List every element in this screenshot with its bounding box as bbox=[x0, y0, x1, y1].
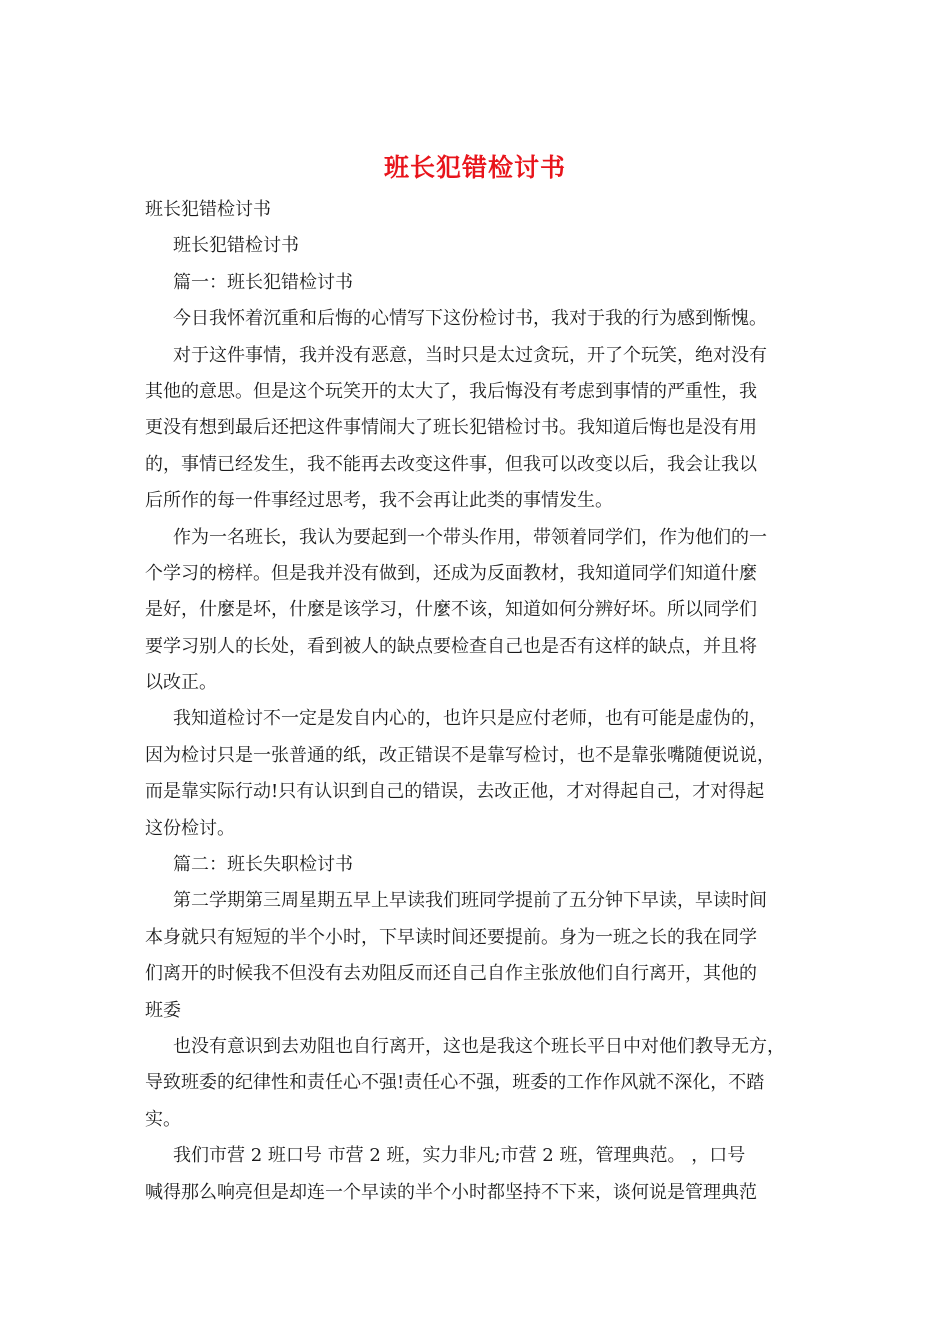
text-line: 后所作的每一件事经过思考，我不会再让此类的事情发生。 bbox=[145, 490, 613, 512]
text-line: 今日我怀着沉重和后悔的心情写下这份检讨书，我对于我的行为感到惭愧。 bbox=[173, 308, 767, 330]
text-line: 对于这件事情，我并没有恶意，当时只是太过贪玩，开了个玩笑，绝对没有 bbox=[173, 344, 767, 366]
text-line: 们离开的时候我不但没有去劝阻反而还自己自作主张放他们自行离开，其他的 bbox=[145, 963, 757, 985]
text-line: 更没有想到最后还把这件事情闹大了班长犯错检讨书。我知道后悔也是没有用 bbox=[145, 417, 757, 439]
text-line: 其他的意思。但是这个玩笑开的太大了，我后悔没有考虑到事情的严重性，我 bbox=[145, 380, 757, 402]
text-line: 作为一名班长，我认为要起到一个带头作用，带领着同学们，作为他们的一 bbox=[173, 526, 767, 548]
text-line: 的，事情已经发生，我不能再去改变这件事，但我可以改变以后，我会让我以 bbox=[145, 453, 757, 475]
document-body bbox=[145, 192, 810, 1211]
text-line: 这份检讨。 bbox=[145, 817, 235, 839]
text-line: 个学习的榜样。但是我并没有做到，还成为反面教材，我知道同学们知道什麼 bbox=[145, 562, 757, 584]
text-line: 班长犯错检讨书 bbox=[173, 235, 299, 257]
text-line: 班长犯错检讨书 bbox=[145, 199, 271, 220]
text-line: 篇一：班长犯错检讨书 bbox=[173, 271, 353, 293]
text-line: 导致班委的纪律性和责任心不强!责任心不强，班委的工作作风就不深化，不踏 bbox=[145, 1072, 765, 1094]
text-line: 因为检讨只是一张普通的纸，改正错误不是靠写检讨，也不是靠张嘴随便说说， bbox=[145, 744, 775, 766]
text-line: 也没有意识到去劝阻也自行离开，这也是我这个班长平日中对他们教导无方， bbox=[173, 1035, 785, 1057]
text-line: 篇二：班长失职检讨书 bbox=[173, 854, 353, 876]
text-line: 我们市营 2 班口号 市营 2 班，实力非凡;市营 2 班，管理典范。 ，口号 bbox=[173, 1145, 746, 1167]
text-line: 第二学期第三周星期五早上早读我们班同学提前了五分钟下早读，早读时间 bbox=[173, 890, 767, 912]
document-title: 班长犯错检讨书 bbox=[383, 153, 566, 182]
text-line: 是好，什麼是坏，什麼是该学习，什麼不该，知道如何分辨好坏。所以同学们 bbox=[145, 599, 757, 621]
text-line: 要学习别人的长处，看到被人的缺点要检查自己也是否有这样的缺点，并且将 bbox=[145, 635, 757, 657]
text-line: 而是靠实际行动!只有认识到自己的错误，去改正他，才对得起自己，才对得起 bbox=[145, 781, 765, 803]
text-line: 我知道检讨不一定是发自内心的，也许只是应付老师，也有可能是虚伪的， bbox=[173, 708, 767, 730]
text-line: 实。 bbox=[145, 1108, 181, 1130]
text-line: 本身就只有短短的半个小时，下早读时间还要提前。身为一班之长的我在同学 bbox=[145, 926, 757, 948]
text-line: 喊得那么响亮但是却连一个早读的半个小时都坚持不下来，谈何说是管理典范 bbox=[145, 1181, 757, 1203]
text-line: 以改正。 bbox=[145, 672, 217, 694]
text-line: 班委 bbox=[145, 999, 181, 1021]
